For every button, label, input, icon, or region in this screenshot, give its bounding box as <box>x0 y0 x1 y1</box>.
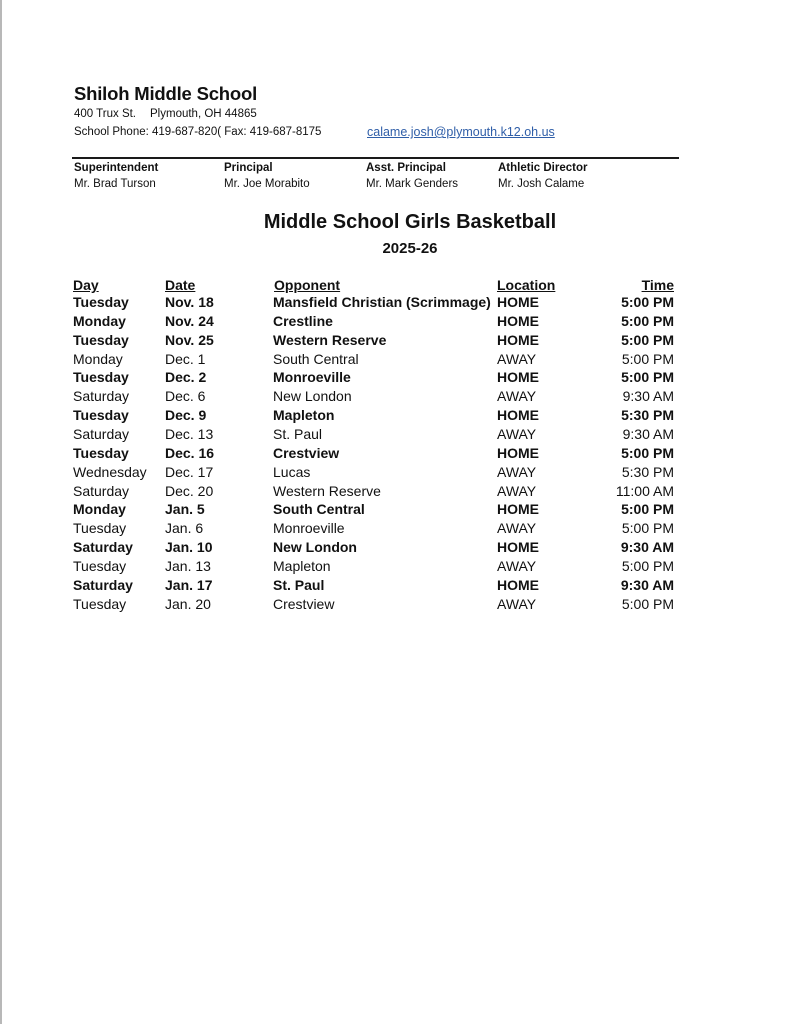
schedule-row <box>0 577 791 596</box>
game-opponent: Mapleton <box>273 407 335 424</box>
game-time: 5:00 PM <box>621 595 674 612</box>
game-day: Saturday <box>73 576 133 593</box>
game-time: 9:30 AM <box>622 425 674 442</box>
game-opponent: Western Reserve <box>273 482 381 499</box>
game-day: Tuesday <box>73 557 127 574</box>
game-location: HOME <box>497 444 539 461</box>
game-opponent: Crestview <box>273 595 335 612</box>
game-time: 5:00 PM <box>621 444 674 461</box>
game-date: Dec. 9 <box>165 407 207 424</box>
game-opponent: New London <box>273 539 357 556</box>
game-day: Tuesday <box>73 444 129 461</box>
game-time: 5:00 PM <box>621 294 674 310</box>
game-date: Dec. 2 <box>165 369 207 386</box>
staff-role: Superintendent <box>74 162 159 174</box>
schedule-title: Middle School Girls Basketball <box>263 211 557 233</box>
game-day: Tuesday <box>73 407 129 424</box>
schedule-row <box>0 464 791 483</box>
game-time: 5:00 PM <box>621 369 674 386</box>
game-day: Tuesday <box>73 520 127 537</box>
game-opponent: South Central <box>273 350 359 367</box>
header-location: Location <box>497 277 556 293</box>
game-opponent: St. Paul <box>273 425 323 442</box>
game-date: Dec. 13 <box>165 425 214 442</box>
schedule-row <box>0 313 791 332</box>
game-opponent: Lucas <box>273 463 311 480</box>
game-day: Tuesday <box>73 595 127 612</box>
school-address <box>74 108 257 120</box>
game-time: 5:00 PM <box>621 501 674 518</box>
header-divider <box>72 157 679 159</box>
game-date: Dec. 20 <box>165 482 214 499</box>
game-location: HOME <box>497 501 539 518</box>
schedule-row <box>0 388 791 407</box>
game-location: HOME <box>497 576 539 593</box>
game-day: Saturday <box>73 425 130 442</box>
staff-name: Mr. Brad Turson <box>74 178 156 190</box>
game-time: 9:30 AM <box>620 539 674 556</box>
staff-name: Mr. Josh Calame <box>498 178 585 190</box>
game-day: Tuesday <box>73 369 129 386</box>
game-location: HOME <box>497 312 539 329</box>
staff-superintendent <box>74 161 158 193</box>
game-location: AWAY <box>497 463 537 480</box>
game-day: Tuesday <box>73 294 129 310</box>
game-date: Dec. 17 <box>165 463 214 480</box>
street: 400 Trux St. <box>74 108 137 120</box>
schedule-row <box>0 539 791 558</box>
game-day: Monday <box>73 501 126 518</box>
phone-fax: School Phone: 419-687-820( Fax: 419-687-8175 <box>74 126 322 138</box>
game-date: Jan. 17 <box>165 576 213 593</box>
schedule-row <box>0 520 791 539</box>
staff-asst-principal <box>366 161 458 193</box>
game-day: Monday <box>73 312 126 329</box>
game-time: 5:00 PM <box>621 350 674 367</box>
game-opponent: South Central <box>273 501 365 518</box>
game-date: Nov. 25 <box>165 331 214 348</box>
schedule-row <box>0 558 791 577</box>
staff-name: Mr. Mark Genders <box>366 178 459 190</box>
schedule-row <box>0 501 791 520</box>
game-day: Monday <box>73 350 123 367</box>
game-time: 11:00 AM <box>615 482 674 499</box>
game-date: Dec. 6 <box>165 388 206 405</box>
game-location: AWAY <box>497 520 537 537</box>
schedule-season: 2025-26 <box>382 240 438 257</box>
schedule-row <box>0 332 791 351</box>
schedule-row <box>0 426 791 445</box>
header-date: Date <box>165 277 196 293</box>
game-location: AWAY <box>497 557 537 574</box>
schedule-row <box>0 596 791 615</box>
game-day: Saturday <box>73 482 130 499</box>
school-name: Shiloh Middle School <box>74 83 258 104</box>
staff-role: Principal <box>224 162 273 174</box>
game-location: HOME <box>497 369 539 386</box>
game-location: HOME <box>497 407 539 424</box>
game-opponent: Crestview <box>273 444 340 461</box>
schedule-row <box>0 483 791 502</box>
email-link[interactable]: calame.josh@plymouth.k12.oh.us <box>367 125 555 139</box>
game-time: 9:30 AM <box>622 388 674 405</box>
staff-role: Asst. Principal <box>366 162 446 174</box>
game-opponent: St. Paul <box>273 576 325 593</box>
game-time: 9:30 AM <box>620 576 674 593</box>
game-time: 5:00 PM <box>621 312 674 329</box>
game-day: Saturday <box>73 539 133 556</box>
game-date: Nov. 18 <box>165 294 214 310</box>
game-opponent: Monroeville <box>273 369 351 386</box>
staff-role: Athletic Director <box>498 162 588 174</box>
schedule-row <box>0 445 791 464</box>
game-day: Wednesday <box>73 463 147 480</box>
game-date: Nov. 24 <box>165 312 214 329</box>
game-time: 5:00 PM <box>621 331 674 348</box>
game-time: 5:00 PM <box>621 557 674 574</box>
game-location: AWAY <box>497 350 537 367</box>
game-time: 5:00 PM <box>621 520 674 537</box>
game-location: HOME <box>497 294 539 310</box>
header-opponent: Opponent <box>274 277 341 293</box>
game-date: Jan. 20 <box>165 595 211 612</box>
game-location: AWAY <box>497 425 537 442</box>
game-opponent: Mansfield Christian (Scrimmage) <box>273 294 491 310</box>
game-location: HOME <box>497 539 539 556</box>
game-date: Jan. 6 <box>165 520 204 537</box>
game-date: Jan. 13 <box>165 557 211 574</box>
game-opponent: Monroeville <box>273 520 345 537</box>
schedule-row <box>0 351 791 370</box>
game-opponent: Western Reserve <box>273 331 387 348</box>
game-date: Dec. 16 <box>165 444 215 461</box>
schedule-row <box>0 407 791 426</box>
game-location: AWAY <box>497 595 537 612</box>
header-time: Time <box>641 277 674 293</box>
game-date: Dec. 1 <box>165 350 206 367</box>
game-opponent: Mapleton <box>273 557 331 574</box>
staff-principal <box>224 161 310 193</box>
game-date: Jan. 5 <box>165 501 205 518</box>
game-time: 5:30 PM <box>621 407 674 424</box>
game-day: Tuesday <box>73 331 129 348</box>
game-time: 5:30 PM <box>621 463 674 480</box>
game-opponent: New London <box>273 388 352 405</box>
header-day: Day <box>73 277 99 293</box>
game-location: AWAY <box>497 388 537 405</box>
game-date: Jan. 10 <box>165 539 213 556</box>
schedule-row <box>0 294 791 313</box>
staff-name: Mr. Joe Morabito <box>224 178 310 190</box>
schedule-row <box>0 369 791 388</box>
game-day: Saturday <box>73 388 130 405</box>
game-location: HOME <box>497 331 539 348</box>
game-opponent: Crestline <box>273 312 333 329</box>
city: Plymouth, OH 44865 <box>150 108 257 120</box>
game-location: AWAY <box>497 482 537 499</box>
staff-athletic-director <box>498 161 587 193</box>
